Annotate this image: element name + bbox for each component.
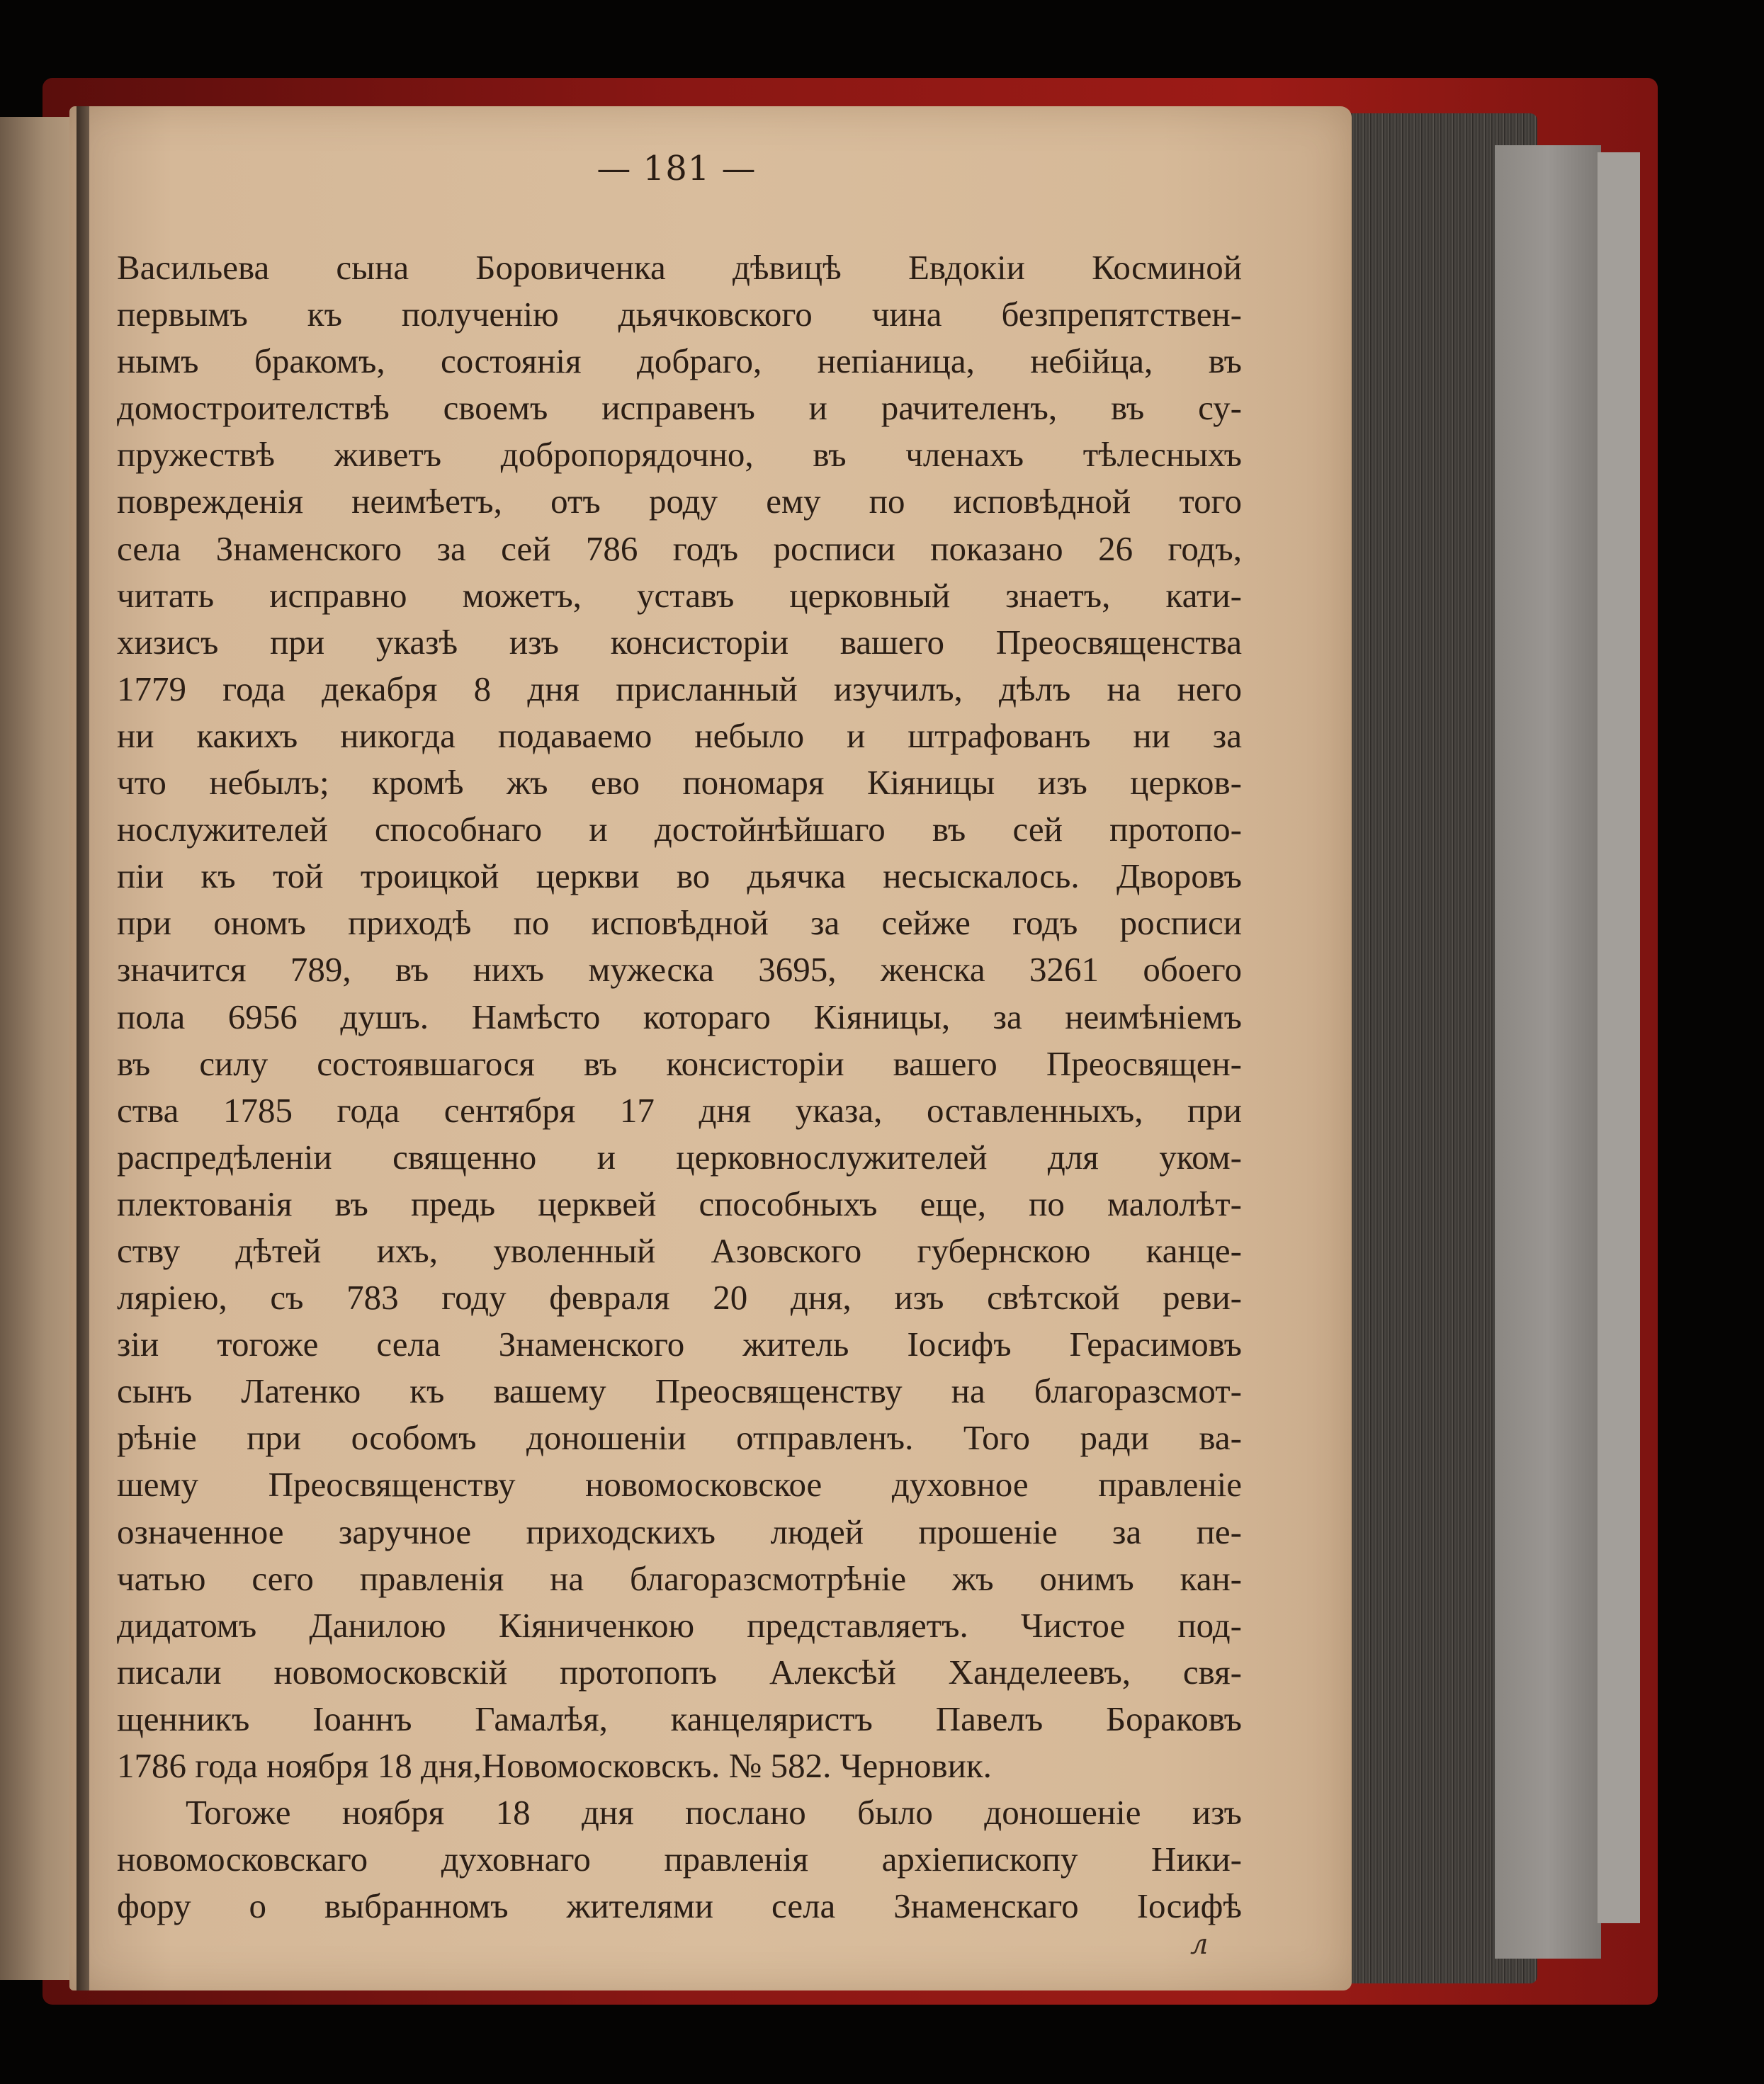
text-line: домостроителствѣ своемъ исправенъ и рачителенъ, въ су- — [117, 388, 1242, 428]
text-line: хизисъ при указѣ изъ консисторiи вашего Преосвященства — [117, 622, 1242, 662]
text-line: пiи къ той троицкой церкви во дьячка несыскалось. Дворовъ — [117, 856, 1242, 896]
text-line: пружествѣ живетъ добропорядочно, въ членахъ тѣлесныхъ — [117, 435, 1242, 475]
text-line: читать исправно можетъ, уставъ церковный знаетъ, кати- — [117, 575, 1242, 615]
text-line: что небылъ; кромѣ жъ ево пономаря Кiяницы изъ церков- — [117, 763, 1242, 803]
text-line: плектованiя въ предь церквей способныхъ еще, по малолѣт- — [117, 1184, 1242, 1223]
text-line: рѣнiе при особомъ доношенiи отправленъ. Того ради ва- — [117, 1418, 1242, 1458]
text-line: поврежденiя неимѣетъ, отъ роду ему по исповѣдной того — [117, 482, 1242, 521]
signature-mark: л — [1190, 1928, 1209, 1961]
text-line: сынъ Латенко къ вашему Преосвященству на благоразсмот- — [117, 1371, 1242, 1411]
page-body-text — [117, 244, 1242, 1930]
text-line: шему Преосвященству новомосковское духовное правленiе — [117, 1465, 1242, 1505]
text-line: зiи тогожe села Знаменского житель Iосифъ Герасимовъ — [117, 1325, 1242, 1364]
text-line: распредѣленiи священно и церковнослужителей для уком- — [117, 1137, 1242, 1177]
text-line: дидатомъ Данилою Кiяниченкою представляетъ. Чистое под- — [117, 1605, 1242, 1645]
page-edges-outer — [1598, 152, 1640, 1923]
text-line: щенникъ Iоаннъ Гамалѣя, канцеляристъ Павелъ Бораковъ — [117, 1699, 1242, 1738]
text-line: пола 6956 душъ. Намѣсто котораго Кiяницы, за неимѣнiемъ — [117, 997, 1242, 1036]
text-line: чатью сего правленiя на благоразсмотрѣнiе жъ онимъ кан- — [117, 1558, 1242, 1598]
text-line: села Знаменского за сей 786 годъ росписи показано 26 годъ, — [117, 528, 1242, 568]
text-line: ства 1785 года сентября 17 дня указа, оставленныхъ, при — [117, 1090, 1242, 1130]
text-line: фору о выбранномъ жителями села Знаменскаго Iосифѣ — [117, 1886, 1242, 1926]
text-line: Васильева сына Боровиченка дѣвицѣ Евдокiи Косминой — [117, 248, 1242, 287]
book-gutter — [77, 106, 89, 1990]
text-line: нослужителей способнаго и достойнѣйшаго въ сей протопо- — [117, 810, 1242, 849]
text-line: писали новомосковскiй протопопъ Алексѣй Ханделеевъ, свя- — [117, 1652, 1242, 1692]
text-line: ни какихъ никогда подаваемо небыло и штрафованъ ни за — [117, 715, 1242, 755]
text-line: ству дѣтей ихъ, уволенный Азовского губернскою канце- — [117, 1230, 1242, 1270]
text-line: нымъ бракомъ, состоянiя добраго, непiаница, небiйца, въ — [117, 341, 1242, 381]
text-line: 1779 года декабря 8 дня присланный изучилъ, дѣлъ на него — [117, 669, 1242, 708]
text-line: означенное заручное приходскихъ людей прошенiе за пе- — [117, 1512, 1242, 1551]
text-line: значится 789, въ нихъ мужеска 3695, женска 3261 обоего — [117, 950, 1242, 990]
text-line: Тогожe ноября 18 дня послано было доношенiе изъ — [186, 1793, 1242, 1833]
text-line: новомосковскаго духовнаго правленiя архiепископу Ники- — [117, 1840, 1242, 1879]
text-line: 1786 года ноября 18 дня,Новомосковскъ. № 582. Черновик. — [117, 1746, 992, 1785]
text-line: ляріею, съ 783 году февраля 20 дня, изъ свѣтской реви- — [117, 1278, 1242, 1318]
page-edges-light — [1495, 145, 1601, 1959]
text-line: первымъ къ полученiю дьячковского чина безпрепятствен- — [117, 295, 1242, 334]
text-line: въ силу состоявшагося въ консисторiи вашего Преосвящен- — [117, 1043, 1242, 1083]
page-number: — 181 — — [597, 149, 757, 188]
text-line: при ономъ приходѣ по исповѣдной за сейже годъ росписи — [117, 903, 1242, 943]
